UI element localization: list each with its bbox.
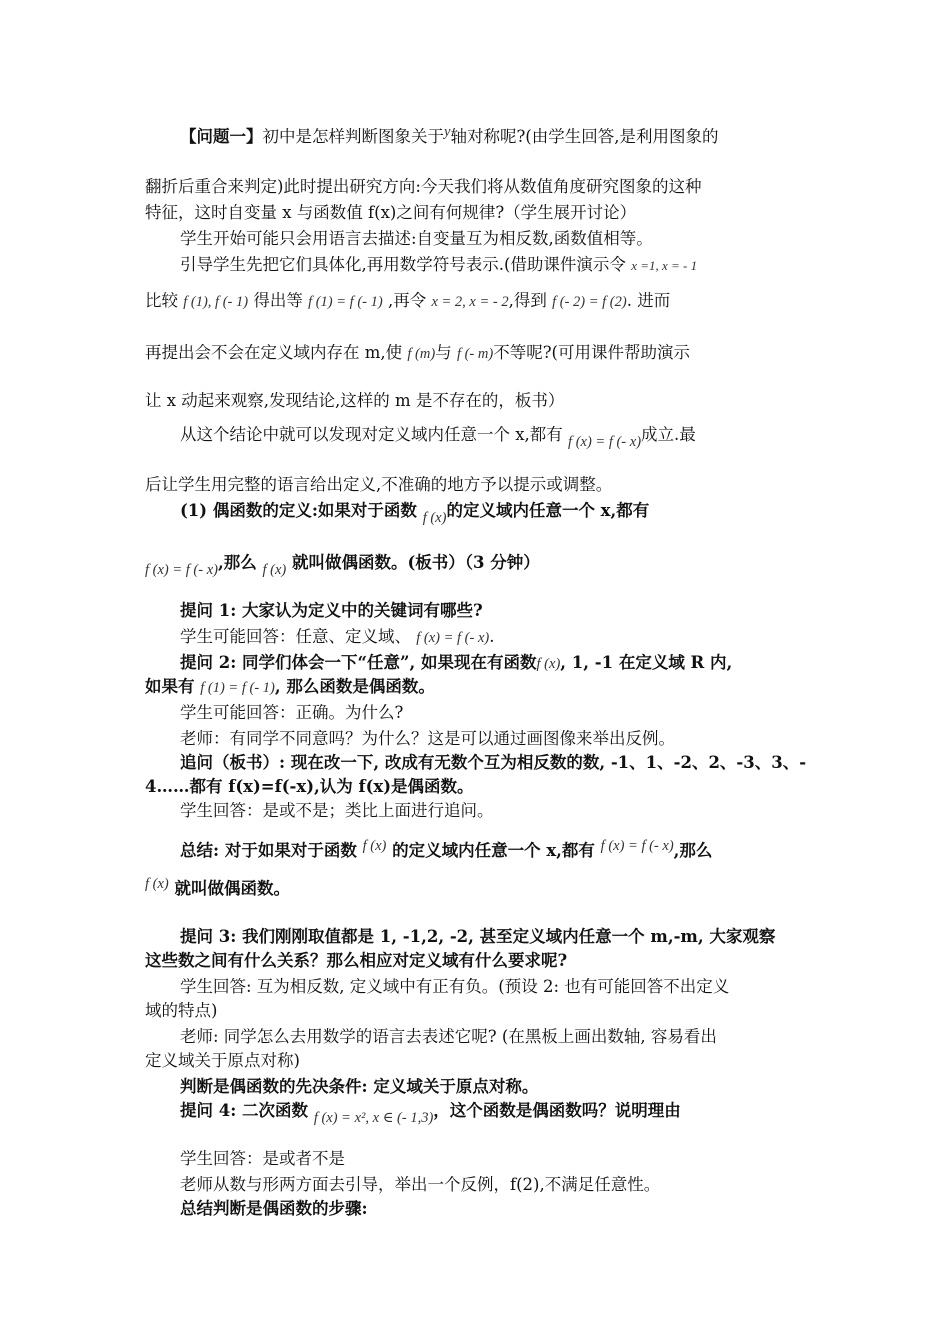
paragraph-line: 提问 1: 大家认为定义中的关键词有哪些? <box>180 601 483 620</box>
math-expression: f (x) <box>422 510 447 526</box>
text: . <box>489 627 495 646</box>
text: 总结: 对于如果对于函数 <box>180 841 357 860</box>
paragraph-line: 学生回答：是或者不是 <box>180 1149 345 1168</box>
summary-line <box>180 840 712 863</box>
paragraph-line: 学生开始可能只会用语言去描述:自变量互为相反数,函数值相等。 <box>180 229 653 248</box>
summary-line <box>145 878 290 901</box>
text: , 1, -1 在定义域 R 内, <box>560 653 733 672</box>
paragraph-line: 老师: 同学怎么去用数学的语言去表述它呢? (在黑板上画出数轴, 容易看出 <box>180 1027 717 1046</box>
math-expression: f (x) = f (- x) <box>416 630 490 646</box>
math-expression: f (1) = f (- 1) <box>200 680 275 696</box>
paragraph-line <box>145 290 670 313</box>
paragraph-line: 提问 3: 我们刚刚取值都是 1, -1,2, -2, 甚至定义域内任意一个 m,-m, 大家观察 <box>180 927 776 946</box>
math-expression: f (1), f (- 1) <box>183 294 249 310</box>
question-one-label: 【问题一】 <box>180 127 263 146</box>
paragraph-line: 老师从数与形两方面去引导，举出一个反例，f(2),不满足任意性。 <box>180 1175 661 1194</box>
paragraph-line: 后让学生用完整的语言给出定义,不准确的地方予以提示或调整。 <box>145 475 613 494</box>
text: 就叫做偶函数。(板书）（3 分钟） <box>291 553 540 572</box>
paragraph-line: 判断是偶函数的先决条件: 定义域关于原点对称。 <box>180 1077 539 1096</box>
paragraph-line: 学生可能回答：正确。为什么? <box>180 703 404 722</box>
math-expression: f (- m) <box>456 346 494 362</box>
text: (1) 偶函数的定义:如果对于函数 <box>180 501 417 520</box>
text: 与 <box>435 343 452 362</box>
paragraph-line: 学生回答: 互为相反数, 定义域中有正有负。(预设 2: 也有可能回答不出定义 <box>180 977 730 996</box>
math-expression: f (x) = f (- x) <box>568 434 642 450</box>
math-y: y <box>444 124 451 140</box>
definition-line <box>145 552 540 578</box>
text: 从这个结论中就可以发现对定义域内任意一个 x,都有 <box>180 425 563 444</box>
text: ,那么 <box>217 553 257 572</box>
text: 的定义域内任意一个 x,都有 <box>446 501 650 520</box>
text: 追问（板书）: <box>180 753 286 772</box>
paragraph-line: 翻折后重合来判定)此时提出研究方向:今天我们将从数值角度研究图象的这种 <box>145 177 702 196</box>
paragraph-line <box>180 1100 681 1126</box>
math-expression: f (1) = f (- 1) <box>308 294 383 310</box>
paragraph-line: 让 x 动起来观察,发现结论,这样的 m 是不存在的，板书） <box>145 391 565 410</box>
text: 再提出会不会在定义域内存在 m,使 <box>145 343 403 362</box>
text: 现在改一下, 改成有无数个互为相反数的数, -1、1、-2、2、-3、3、- <box>285 753 807 772</box>
text: . 进而 <box>626 291 671 310</box>
paragraph-line <box>180 752 806 774</box>
text: ，这个函数是偶函数吗？说明理由 <box>433 1101 681 1120</box>
paragraph-line: 这些数之间有什么关系？那么相应对定义域有什么要求呢? <box>145 951 568 970</box>
text: 成立.最 <box>641 425 696 444</box>
text: , 那么函数是偶函数。 <box>274 677 435 696</box>
paragraph-line <box>180 626 494 649</box>
paragraph-line <box>180 424 696 450</box>
text: 学生可能回答：任意、定义域、 <box>180 627 411 646</box>
paragraph-line: 域的特点) <box>145 1001 218 1020</box>
definition-line <box>180 500 650 526</box>
math-expression: f (x) = f (- x) <box>600 838 674 854</box>
text: ,得到 <box>508 291 547 310</box>
text: 轴对称呢?(由学生回答,是利用图象的 <box>450 127 719 146</box>
math-expression: f (m) <box>407 346 436 362</box>
paragraph-line <box>145 342 690 365</box>
paragraph-line: 4……都有 f(x)=f(-x),认为 f(x)是偶函数。 <box>145 777 474 796</box>
text: 就叫做偶函数。 <box>174 879 290 898</box>
text: 提问 4: 二次函数 <box>180 1101 309 1120</box>
text: ,那么 <box>673 841 713 860</box>
paragraph-line <box>180 254 697 277</box>
text: 引导学生先把它们具体化,再用数学符号表示.(借助课件演示令 <box>180 255 626 274</box>
text: ,再令 <box>387 291 427 310</box>
paragraph-line <box>180 652 732 675</box>
math-expression: f (x) <box>145 876 169 892</box>
paragraph-line: 总结判断是偶函数的步骤: <box>180 1199 368 1218</box>
math-expression: f (- 2) = f (2) <box>552 294 627 310</box>
text: 如果有 <box>145 677 195 696</box>
math-expression: f (x) <box>536 656 561 672</box>
text: 的定义域内任意一个 x,都有 <box>392 841 595 860</box>
paragraph-line: 老师：有同学不同意吗？为什么？这是可以通过画图像来举出反例。 <box>180 729 675 748</box>
math-expression: x = 2, x = - 2 <box>431 294 509 310</box>
paragraph-line: 特征，这时自变量 x 与函数值 f(x)之间有何规律?（学生展开讨论） <box>145 203 637 222</box>
paragraph-line <box>145 676 435 699</box>
text: 初中是怎样判断图象关于 <box>262 127 444 146</box>
paragraph-line: 学生回答：是或不是；类比上面进行追问。 <box>180 801 494 820</box>
math-expression: f (x) <box>262 562 287 578</box>
text: 比较 <box>145 291 178 310</box>
question-one-line <box>180 126 718 149</box>
math-expression: f (x) = f (- x) <box>145 562 218 578</box>
text: 提问 2: 同学们体会一下“任意”, 如果现在有函数 <box>180 653 537 672</box>
math-expression: f (x) = x², x ∈ (- 1,3) <box>313 1110 434 1126</box>
text: 得出等 <box>253 291 303 310</box>
math-expression: x =1, x = - 1 <box>631 258 698 273</box>
math-expression: f (x) <box>362 838 387 854</box>
paragraph-line: 定义域关于原点对称) <box>145 1051 300 1070</box>
text: 不等呢?(可用课件帮助演示 <box>493 343 690 362</box>
